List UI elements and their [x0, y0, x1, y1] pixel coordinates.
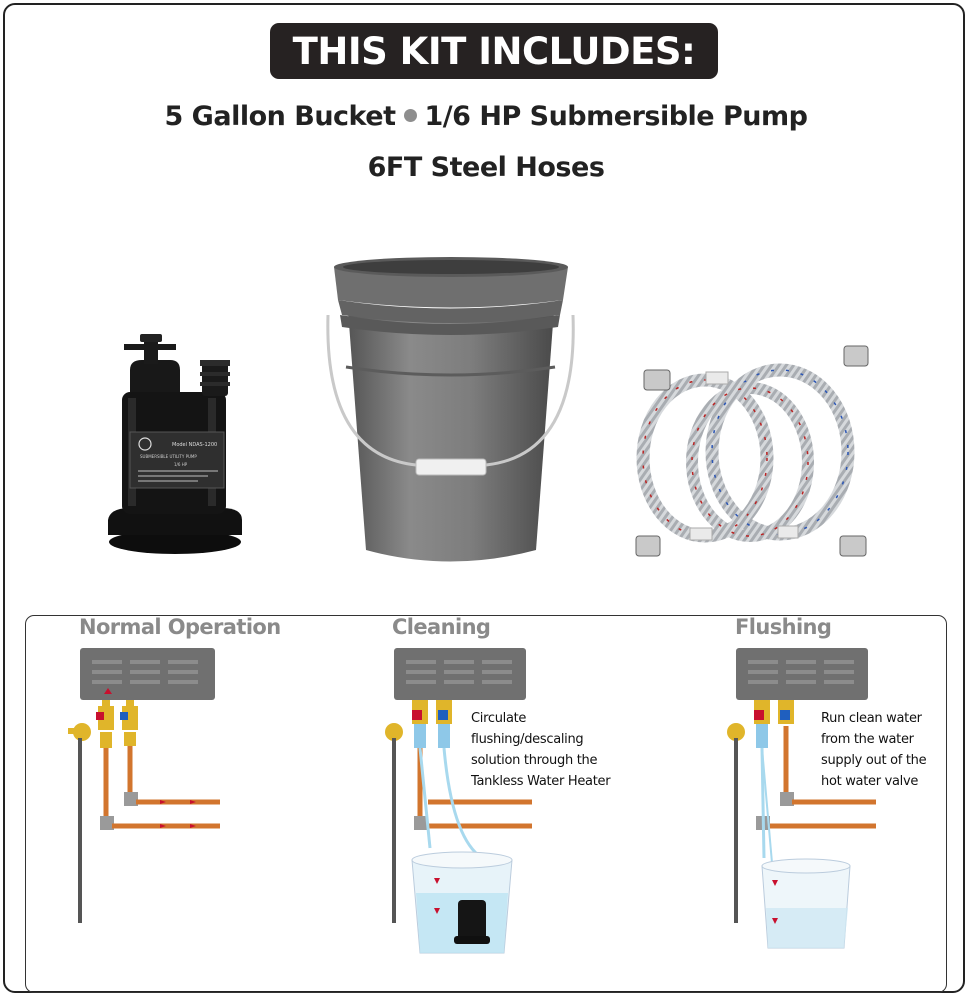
five-gallon-bucket-image [318, 255, 583, 570]
normal-operation-diagram [60, 648, 230, 928]
item-pump: 1/6 HP Submersible Pump [424, 101, 808, 132]
submersible-pump-image [100, 330, 250, 560]
cleaning-description [471, 708, 610, 792]
pump-label-model: Model NDAS-1200 [172, 442, 218, 448]
flushing-desc-line: from the water [821, 732, 914, 747]
cleaning-desc-line: Tankless Water Heater [471, 774, 611, 789]
cleaning-desc-line: solution through the [471, 753, 598, 768]
pump-label-type: SUBMERSIBLE UTILITY PUMP [140, 454, 197, 459]
panel-title-flushing: Flushing [735, 615, 832, 639]
kit-items-line-1 [0, 101, 972, 132]
cleaning-desc-line: flushing/descaling [471, 732, 584, 747]
cleaning-desc-line: Circulate [471, 711, 527, 726]
pump-label-hp: 1/6 HP [174, 462, 188, 467]
flushing-desc-line: supply out of the [821, 753, 927, 768]
bullet-dot [404, 109, 417, 122]
panel-title-normal-operation: Normal Operation [79, 615, 281, 639]
panel-title-cleaning: Cleaning [392, 615, 491, 639]
cleaning-diagram [372, 648, 542, 968]
kit-banner-title: THIS KIT INCLUDES: [270, 23, 718, 79]
flushing-desc-line: Run clean water [821, 711, 922, 726]
steel-hoses-image [630, 340, 870, 570]
flushing-diagram [716, 648, 886, 968]
flushing-desc-line: hot water valve [821, 774, 919, 789]
item-bucket: 5 Gallon Bucket [164, 101, 396, 132]
flushing-description [821, 708, 926, 792]
kit-items-line-2: 6FT Steel Hoses [367, 152, 605, 183]
